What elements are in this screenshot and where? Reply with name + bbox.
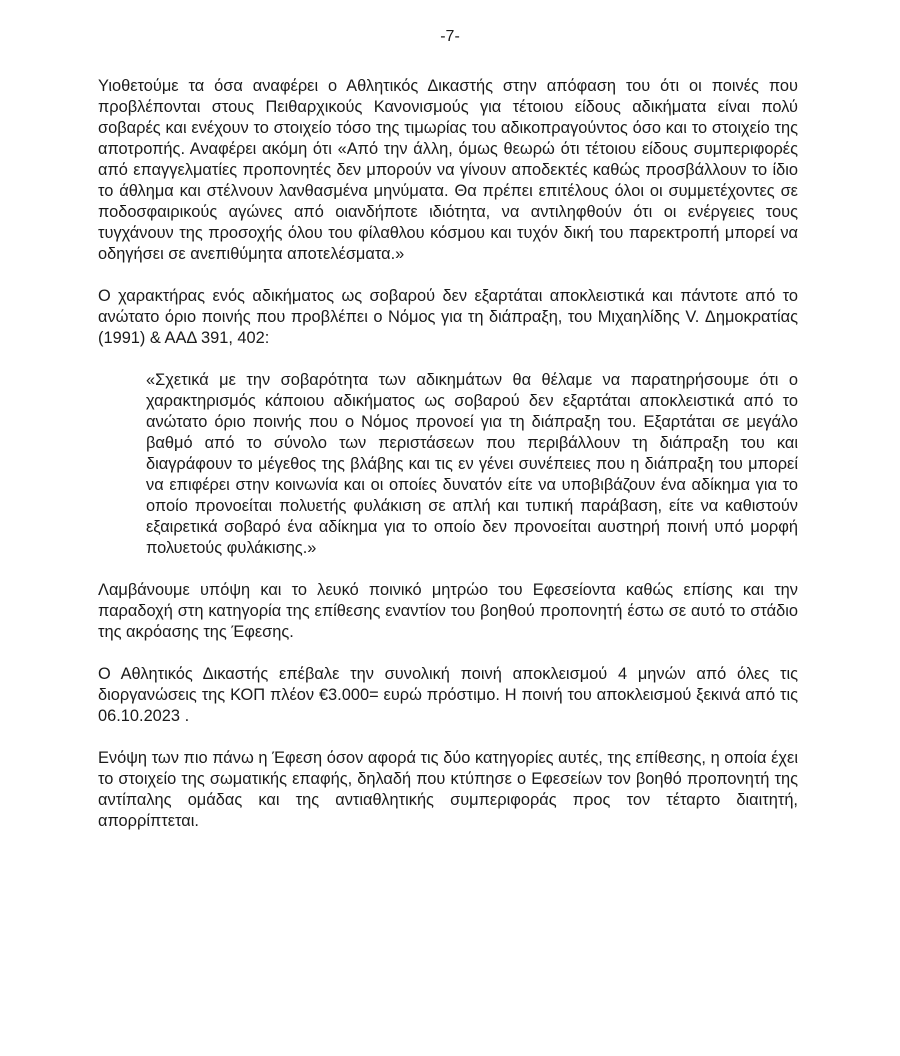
paragraph-clean-record: Λαμβάνουμε υπόψη και το λευκό ποινικό μητρώο του Εφεσείοντα καθώς επίσης και την παραδοχή στη κατηγορία της επίθεσης εναντίον του βοηθού προπονητή έστω σε αυτό το στάδιο της ακρόασης της Έφεσης.	[98, 581, 798, 641]
document-body	[98, 76, 798, 832]
paragraph-adoption-of-judge-reasoning: Υιοθετούμε τα όσα αναφέρει ο Αθλητικός Δικαστής στην απόφαση του ότι οι ποινές που προβλέπονται στους Πειθαρχικούς Κανονισμούς για τέτοιου είδους αδικήματα είναι πολύ σοβαρές και ενέχουν το στοιχείο τόσο της τιμωρίας του αδικοπραγούντος όσο και το στοιχείο της αποτροπής. Αναφέρει ακόμη ότι «Από την άλλη, όμως θεωρώ ότι τέτοιου είδους συμπεριφορές από επαγγελματίες προπονητές δεν μπορούν να γίνουν αποδεκτές καθώς προσβάλλουν το ίδιο το άθλημα και στέλνουν λανθασμένα μηνύματα. Θα πρέπει επιτέλους όλοι οι συμμετέχοντες σε ποδοσφαιρικούς αγώνες από οιανδήποτε ιδιότητα, να αντιληφθούν ότι οι ενέργειες τους τυγχάνουν της προσοχής όλου του φίλαθλου κόσμου και τυχόν δική του παρεκτροπή μπορεί να οδηγήσει σε ανεπιθύμητα αποτελέσματα.»	[98, 77, 798, 263]
page-number: -7-	[440, 28, 460, 45]
paragraph-appeal-dismissed: Ενόψη των πιο πάνω η Έφεση όσον αφορά τις δύο κατηγορίες αυτές, της επίθεσης, η οποία έχει το στοιχείο της σωματικής επαφής, δηλαδή που κτύπησε ο Εφεσείων τον βοηθό προπονητή της αντίπαλης ομάδας και της αντιαθλητικής συμπεριφοράς προς τον τέταρτο διαιτητή, απορρίπτεται.	[98, 749, 798, 830]
paragraph-penalty-imposed: Ο Αθλητικός Δικαστής επέβαλε την συνολική ποινή αποκλεισμού 4 μηνών από όλες τις διοργανώσεις της ΚΟΠ πλέον €3.000= ευρώ πρόστιμο. Η ποινή του αποκλεισμού ξεκινά από τις 06.10.2023 .	[98, 665, 798, 725]
block-quote-case-law: «Σχετικά με την σοβαρότητα των αδικημάτων θα θέλαμε να παρατηρήσουμε ότι ο χαρακτηρισμός κάποιου αδικήματος ως σοβαρού δεν εξαρτάται αποκλειστικά από το ανώτατο όριο ποινής που ο Νόμος προνοεί για τη διάπραξη του. Εξαρτάται σε μεγάλο βαθμό από το σύνολο των περιστάσεων που περιβάλλουν τη διάπραξη του και διαγράφουν το μέγεθος της βλάβης και τις εν γένει συνέπειες που η διάπραξη του μπορεί να επιφέρει στην κοινωνία και οι οποίες δυνατόν είτε να υποβιβάζουν ένα αδίκημα για το οποίο προνοείται πολυετής φυλάκιση σε απλή και τυπική παράβαση, είτε να καθιστούν εξαιρετικά σοβαρό ένα αδίκημα για το οποίο δεν προνοείται αυστηρή ποινή υπό μορφή πολυετούς φυλάκισης.»	[146, 371, 798, 557]
paragraph-seriousness-of-offence: Ο χαρακτήρας ενός αδικήματος ως σοβαρού δεν εξαρτάται αποκλειστικά και πάντοτε από το ανώτατο όριο ποινής που προβλέπει ο Νόμος για τη διάπραξη, του Μιχαηλίδης V. Δημοκρατίας (1991) & ΑΑΔ 391, 402:	[98, 287, 798, 347]
